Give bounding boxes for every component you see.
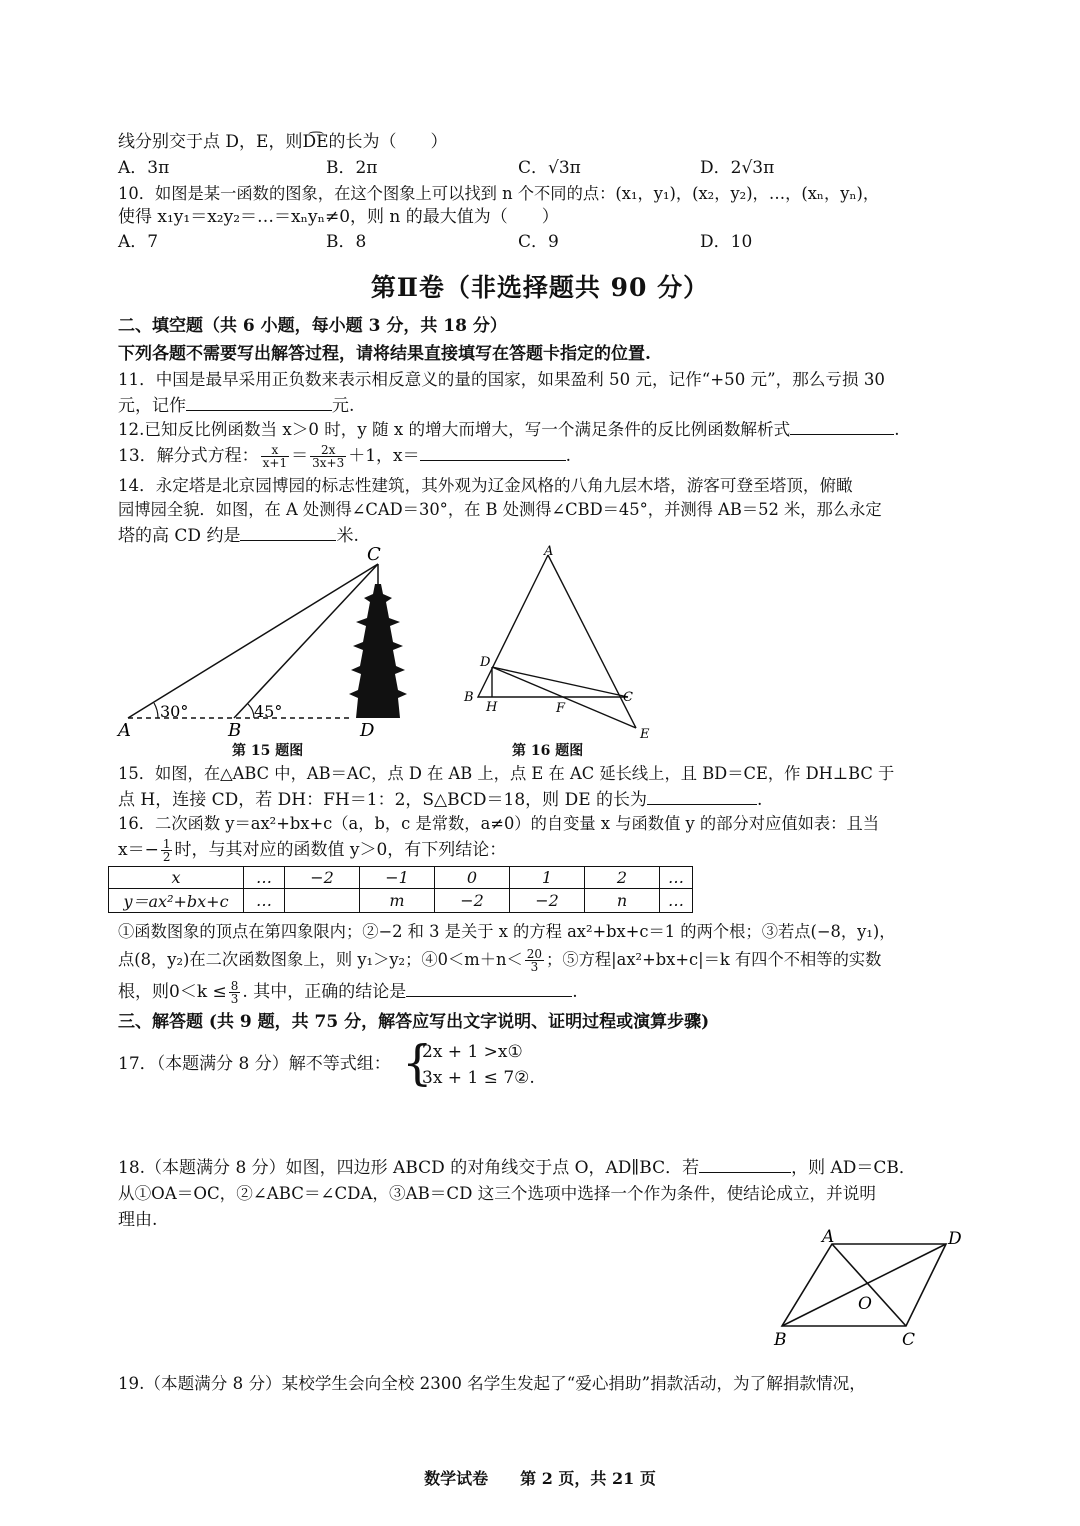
q14-line1: 14．永定塔是北京园博园的标志性建筑，其外观为辽金风格的八角九层木塔，游客可登至塔顶，俯瞰 xyxy=(118,476,853,495)
q13-fraction-1 xyxy=(261,444,289,469)
label-o: O xyxy=(858,1294,872,1314)
table-cell: 1 xyxy=(510,867,585,889)
q12-text: 12.已知反比例函数当 x＞0 时，y 随 x 的增大而增大，写一个满足条件的反比例函数解析式 xyxy=(118,420,791,439)
triangle-sides xyxy=(478,555,628,697)
q11-line2 xyxy=(118,394,354,418)
label-30-degree: 30° xyxy=(160,702,189,721)
q17-inequality-2 xyxy=(422,1066,535,1090)
q10-line1: 10．如图是某一函数的图象，在这个图象上可以找到 n 个不同的点：(x₁，y₁)，(x₂，y₂)，…，(xₙ，yₙ)， xyxy=(118,184,880,203)
q18-line2: 从①OA＝OC，②∠ABC＝∠CDA，③AB＝CD 这三个选项中选择一个作为条件，使结论成立，并说明 xyxy=(118,1184,876,1203)
label-b: B xyxy=(774,1330,787,1350)
q12-end: . xyxy=(894,420,900,439)
q9-option-c: C．√3π xyxy=(518,158,581,178)
label-b: B xyxy=(464,690,474,705)
q16-c2-text: 点(8，y₂)在二次函数图象上，则 y₁＞y₂；④0＜m＋n＜ xyxy=(118,950,523,969)
label-a: A xyxy=(544,544,554,559)
q15-line2 xyxy=(118,788,762,812)
q16-x-eq: x＝− xyxy=(118,840,159,860)
table-cell: … xyxy=(244,889,285,913)
table-row xyxy=(109,889,693,913)
q16-value-table xyxy=(108,866,693,913)
q13-f2-numerator: 2x xyxy=(310,444,346,457)
q9-tail: 线分别交于点 D，E，则D͡E的长为（ ） xyxy=(118,132,448,152)
q15-line1: 15．如图，在△ABC 中，AB＝AC，点 D 在 AB 上，点 E 在 AC 延长线上，且 BD＝CE，作 DH⊥BC 于 xyxy=(118,764,895,783)
q16-conclusion-3 xyxy=(118,980,578,1005)
q16-conclusion-1: ①函数图象的顶点在第四象限内；②−2 和 3 是关于 x 的方程 ax²+bx+c＝1 的两个根；③若点(−8，y₁)， xyxy=(118,922,896,941)
label-d: D xyxy=(360,720,375,741)
label-f: F xyxy=(556,701,566,716)
table-cell: n xyxy=(585,889,660,913)
q19-line1: 19.（本题满分 8 分）某校学生会向全校 2300 名学生发起了“爱心捐助”捐款活动，为了解捐款情况， xyxy=(118,1374,866,1393)
angle-30-arc xyxy=(154,703,158,718)
q16-8-n: 8 xyxy=(230,979,239,993)
table-cell: x xyxy=(109,867,244,889)
q13-end: . xyxy=(565,446,572,466)
q16-c2-rest: ；⑤方程|ax²+bx+c|＝k 有四个不相等的实数 xyxy=(546,950,882,969)
q12-answer-blank[interactable] xyxy=(790,418,894,435)
answer-header: 三、解答题 (共 9 题，共 75 分，解答应写出文字说明、证明过程或演算步骤) xyxy=(118,1012,710,1032)
table-cell: −2 xyxy=(510,889,585,913)
q13-answer-blank[interactable] xyxy=(420,444,566,461)
fill-instruction: 下列各题不需要写出解答过程，请将结果直接填写在答题卡指定的位置. xyxy=(118,344,651,364)
label-h: H xyxy=(486,700,498,715)
table-cell: 2 xyxy=(585,867,660,889)
label-b: B xyxy=(228,720,242,741)
q16-20-d: 3 xyxy=(530,960,539,974)
page-footer: 数学试卷 第 2 页，共 21 页 xyxy=(424,1469,656,1488)
q16-line2 xyxy=(118,838,506,863)
figure-16 xyxy=(460,545,660,745)
q16-line1: 16．二次函数 y＝ax²+bx+c（a，b，c 是常数，a≠0）的自变量 x 与函数值 y 的部分对应值如表：且当 xyxy=(118,814,880,833)
q16-conclusion-2 xyxy=(118,948,881,973)
q9-option-a: A．3π xyxy=(118,158,170,178)
figure-18 xyxy=(770,1222,970,1352)
q16-c3-rest: . 其中，正确的结论是 xyxy=(242,982,407,1002)
q16-8-d: 3 xyxy=(230,992,239,1006)
q18-text: 18.（本题满分 8 分）如图，四边形 ABCD 的对角线交于点 O，AD∥BC．若 xyxy=(118,1158,700,1178)
q15-answer-blank[interactable] xyxy=(647,788,757,805)
figure-15-caption: 第 15 题图 xyxy=(232,743,304,759)
q10-option-d: D．10 xyxy=(700,232,753,252)
q16-twenty-thirds xyxy=(525,948,544,973)
q17-ineq2-text: 3x + 1 ≤ 7② xyxy=(422,1068,530,1088)
figure-15 xyxy=(110,540,430,740)
label-c: C xyxy=(623,690,633,705)
label-c: C xyxy=(902,1330,916,1350)
q10-option-b: B．8 xyxy=(326,232,367,252)
q16-answer-blank[interactable] xyxy=(406,980,572,997)
q18-text-end: ，则 AD＝CB． xyxy=(791,1158,916,1178)
q11-end: 元. xyxy=(332,396,355,416)
q10-option-c: C．9 xyxy=(518,232,559,252)
table-cell: m xyxy=(360,889,435,913)
line-ac xyxy=(128,564,378,718)
label-a: A xyxy=(118,720,131,741)
q17-brace: { xyxy=(402,1035,433,1091)
q17-end: . xyxy=(529,1068,535,1088)
q16-half-d: 2 xyxy=(162,850,171,864)
q9-option-d: D．2√3π xyxy=(700,158,775,178)
q11-text: 元，记作 xyxy=(118,396,186,416)
table-cell: … xyxy=(244,867,285,889)
q11-line1: 11．中国是最早采用正负数来表示相反意义的量的国家，如果盈利 50 元，记作“+50 元”，那么亏损 30 xyxy=(118,370,885,389)
q18-line3: 理由. xyxy=(118,1210,158,1230)
label-a: A xyxy=(822,1227,835,1247)
table-cell: … xyxy=(660,867,693,889)
table-cell: −2 xyxy=(435,889,510,913)
table-cell: −1 xyxy=(360,867,435,889)
q17-inequality-1: 2x + 1 >x① xyxy=(422,1042,523,1062)
q10-option-a: A．7 xyxy=(118,232,159,252)
q14-end: 米. xyxy=(336,526,359,546)
table-cell: −2 xyxy=(285,867,360,889)
q13-f1-denominator: x+1 xyxy=(262,456,288,470)
q13-f1-numerator: x xyxy=(261,444,289,457)
figure-16-caption: 第 16 题图 xyxy=(512,743,584,759)
pagoda-icon xyxy=(349,584,407,718)
q16-half-n: 1 xyxy=(162,837,171,851)
q14-answer-blank[interactable] xyxy=(240,524,336,541)
label-c: C xyxy=(367,544,381,565)
q14-line2: 园博园全貌．如图，在 A 处测得∠CAD＝30°，在 B 处测得∠CBD＝45°，并测得 AB＝52 米，那么永定 xyxy=(118,500,882,519)
q18-line1 xyxy=(118,1156,916,1180)
q12-line xyxy=(118,418,899,442)
q13-fraction-2 xyxy=(310,444,346,469)
q15-end: . xyxy=(757,790,763,810)
table-cell: … xyxy=(660,889,693,913)
label-45-degree: 45° xyxy=(254,702,283,721)
q13-line xyxy=(118,444,571,469)
q16-c3-end: . xyxy=(572,982,578,1002)
q17-prefix: 17．（本题满分 8 分）解不等式组： xyxy=(118,1054,391,1074)
section-2-title: 第Ⅱ卷（非选择题共 90 分） xyxy=(370,273,710,302)
q16-20-n: 20 xyxy=(526,947,543,961)
q11-answer-blank[interactable] xyxy=(186,394,332,411)
q13-f2-denominator: 3x+3 xyxy=(312,456,345,470)
q9-option-b: B．2π xyxy=(326,158,378,178)
q13-suffix: ＋1，x＝ xyxy=(348,446,420,466)
table-cell: 0 xyxy=(435,867,510,889)
table-cell: y＝ax²+bx+c xyxy=(109,889,244,913)
q14-text: 塔的高 CD 约是 xyxy=(118,526,241,546)
q16-c3-text: 根，则0＜k ≤ xyxy=(118,982,227,1002)
table-cell xyxy=(285,889,360,913)
label-e: E xyxy=(640,727,650,742)
q10-line2: 使得 x₁y₁＝x₂y₂＝…＝xₙyₙ≠0，则 n 的最大值为（ ） xyxy=(118,207,559,227)
q13-prefix: 13．解分式方程： xyxy=(118,446,259,466)
q18-answer-blank[interactable] xyxy=(699,1156,791,1173)
q16-eight-thirds xyxy=(229,980,241,1005)
q13-equals: ＝ xyxy=(291,446,309,466)
label-d: D xyxy=(480,655,491,670)
label-d: D xyxy=(948,1229,962,1249)
q15-text: 点 H，连接 CD，若 DH：FH＝1：2，S△BCD＝18，则 DE 的长为 xyxy=(118,790,648,810)
q16-line2-rest: 时，与其对应的函数值 y＞0，有下列结论： xyxy=(174,840,507,860)
fill-header: 二、填空题（共 6 小题，每小题 3 分，共 18 分） xyxy=(118,316,507,336)
q16-half-fraction xyxy=(161,838,173,863)
table-row xyxy=(109,867,693,889)
